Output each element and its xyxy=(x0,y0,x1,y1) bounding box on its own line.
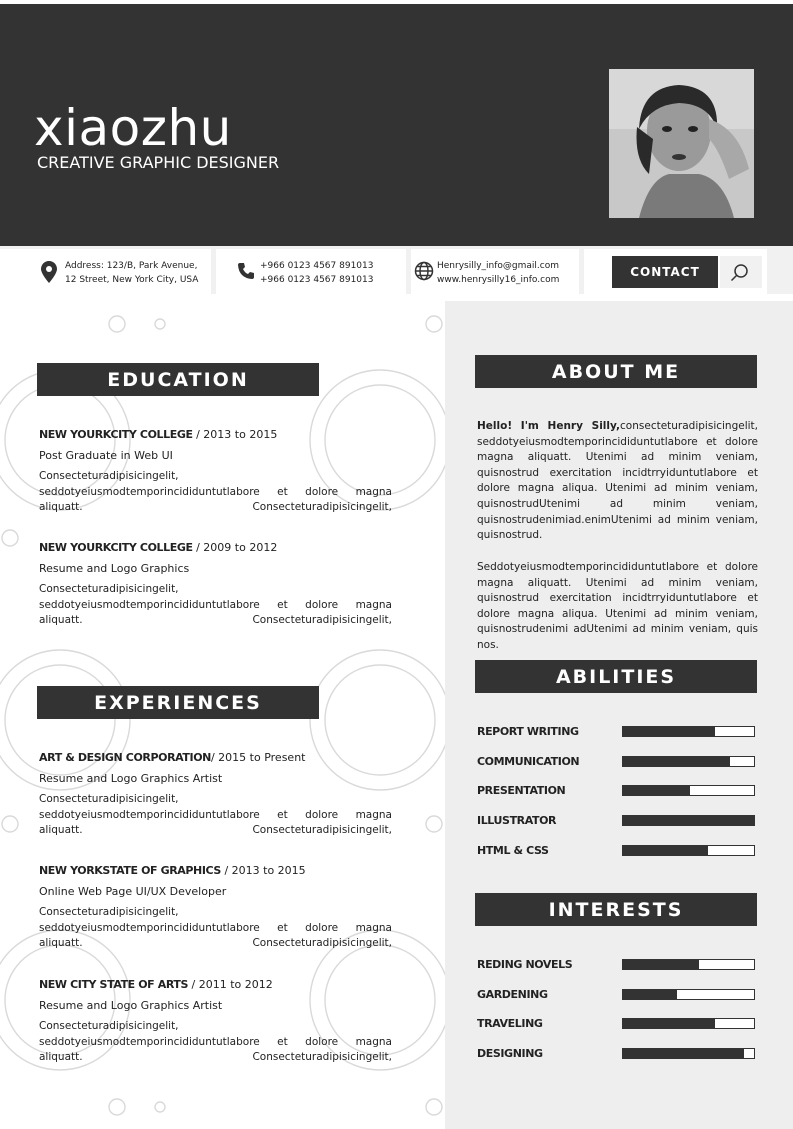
phone-1: +966 0123 4567 891013 xyxy=(260,261,374,271)
ability-bar-fill xyxy=(623,786,690,795)
phone-box xyxy=(216,249,406,294)
interest-bar xyxy=(622,1048,755,1059)
ability-bar xyxy=(622,845,755,856)
experience-entry-3-role: Resume and Logo Graphics Artist xyxy=(39,999,223,1012)
experience-entry-2-text: Consecteturadipisicingelit, seddotyeiusmodtemporincididuntutlabore et dolore magna aliquatt. Consecteturadipisicingelit, xyxy=(39,906,392,949)
website: www.henrysilly16_info.com xyxy=(437,275,560,285)
profile-photo xyxy=(609,69,754,218)
ability-bar-fill xyxy=(623,727,715,736)
about-paragraph-2: Seddotyeiusmodtemporincididuntutlabore et dolore magna aliquatt. Utenimi ad minim veniam, quisnostrud exercitation incidtrryiduntutlabore et dolore magna aliqua. Utenimi ad minim veniam, quisnostrudenimi adUtenimi ad minim veniam, quis nos. xyxy=(477,561,758,651)
ability-bar-fill xyxy=(623,816,754,825)
education-entry-2-heading xyxy=(39,541,277,555)
interest-bar xyxy=(622,1018,755,1029)
address-line-1: Address: 123/B, Park Avenue, xyxy=(65,261,198,271)
experience-entry-1-text: Consecteturadipisicingelit, seddotyeiusmodtemporincididuntutlabore et dolore magna aliquatt. Consecteturadipisicingelit, xyxy=(39,793,392,836)
ability-bar xyxy=(622,785,755,796)
ability-bar xyxy=(622,726,755,737)
ability-bar xyxy=(622,815,755,826)
education-entry-1-text: Consecteturadipisicingelit, seddotyeiusmodtemporincididuntutlabore et dolore magna aliquatt. Consecteturadipisicingelit, xyxy=(39,470,392,513)
education-entry-1-period: / 2013 to 2015 xyxy=(196,428,278,441)
experience-entry-3-period: / 2011 to 2012 xyxy=(191,978,273,991)
experience-entry-2-period: / 2013 to 2015 xyxy=(224,864,306,877)
abilities-heading: ABILITIES xyxy=(475,660,757,693)
email: Henrysilly_info@gmail.com xyxy=(437,261,560,271)
interest-bar-fill xyxy=(623,990,677,999)
interest-bar xyxy=(622,989,755,1000)
search-icon xyxy=(730,263,750,287)
experience-entry-2-role: Online Web Page UI/UX Developer xyxy=(39,885,227,898)
ability-label: HTML & CSS xyxy=(477,844,549,857)
ability-label: REPORT WRITING xyxy=(477,725,579,738)
education-entry-1-org: NEW YOURKCITY COLLEGE xyxy=(39,428,193,441)
experience-entry-2-org: NEW YORKSTATE OF GRAPHICS xyxy=(39,864,221,877)
interest-bar-fill xyxy=(623,960,699,969)
search-button[interactable] xyxy=(720,256,762,288)
experiences-heading: EXPERIENCES xyxy=(37,686,319,719)
ability-bar-fill xyxy=(623,757,730,766)
globe-icon xyxy=(414,261,434,285)
education-entry-2-period: / 2009 to 2012 xyxy=(196,541,278,554)
ability-bar xyxy=(622,756,755,767)
education-heading: EDUCATION xyxy=(37,363,319,396)
address-box xyxy=(0,249,211,294)
education-entry-2-org: NEW YOURKCITY COLLEGE xyxy=(39,541,193,554)
job-title: CREATIVE GRAPHIC DESIGNER xyxy=(37,153,280,172)
interest-label: TRAVELING xyxy=(477,1017,543,1030)
ability-bar-fill xyxy=(623,846,708,855)
interest-label: REDING NOVELS xyxy=(477,958,573,971)
web-box xyxy=(411,249,579,294)
education-entry-1-heading xyxy=(39,428,277,442)
about-p1-text: consecteturadipisicingelit, seddotyeiusmodtemporincididuntutlabore et dolore magna aliquatt. Utenimi ad minim veniam, quisnostrud exercitation incidtrryiduntutlabore et dolore magna aliqua. Utenimi ad minim veniam, quisnostrudUtenimi ad minim veniam, quisnostrudenimiad.enimUtenimi ad minim veniam, quisnostrud. xyxy=(477,420,758,542)
experience-entry-3-heading xyxy=(39,978,273,992)
ability-label: PRESENTATION xyxy=(477,784,566,797)
interest-label: DESIGNING xyxy=(477,1047,543,1060)
phone-icon xyxy=(237,262,255,284)
candidate-name: xiaozhu xyxy=(34,99,232,157)
education-entry-2-text: Consecteturadipisicingelit, seddotyeiusmodtemporincididuntutlabore et dolore magna aliquatt. Consecteturadipisicingelit, xyxy=(39,583,392,626)
about-heading: ABOUT ME xyxy=(475,355,757,388)
interest-bar xyxy=(622,959,755,970)
interest-bar-fill xyxy=(623,1049,744,1058)
ability-label: COMMUNICATION xyxy=(477,755,580,768)
experience-entry-1-org: ART & DESIGN CORPORATION xyxy=(39,751,211,764)
location-pin-icon xyxy=(40,261,58,287)
contact-button[interactable]: CONTACT xyxy=(612,256,718,288)
phone-2: +966 0123 4567 891013 xyxy=(260,275,374,285)
experience-entry-1-period: / 2015 to Present xyxy=(210,751,306,764)
experience-entry-3-org: NEW CITY STATE OF ARTS xyxy=(39,978,189,991)
education-entry-1-role: Post Graduate in Web UI xyxy=(39,449,173,462)
experience-entry-2-heading xyxy=(39,864,306,878)
experience-entry-1-role: Resume and Logo Graphics Artist xyxy=(39,772,223,785)
address-line-2: 12 Street, New York City, USA xyxy=(65,275,199,285)
interest-label: GARDENING xyxy=(477,988,548,1001)
about-lead: Hello! I'm Henry Silly, xyxy=(477,420,621,432)
education-entry-2-role: Resume and Logo Graphics xyxy=(39,562,190,575)
ability-label: ILLUSTRATOR xyxy=(477,814,557,827)
experience-entry-3-text: Consecteturadipisicingelit, seddotyeiusmodtemporincididuntutlabore et dolore magna aliquatt. Consecteturadipisicingelit, xyxy=(39,1020,392,1063)
interests-heading: INTERESTS xyxy=(475,893,757,926)
interest-bar-fill xyxy=(623,1019,715,1028)
experience-entry-1-heading xyxy=(39,751,305,765)
about-paragraph-1 xyxy=(477,419,758,544)
